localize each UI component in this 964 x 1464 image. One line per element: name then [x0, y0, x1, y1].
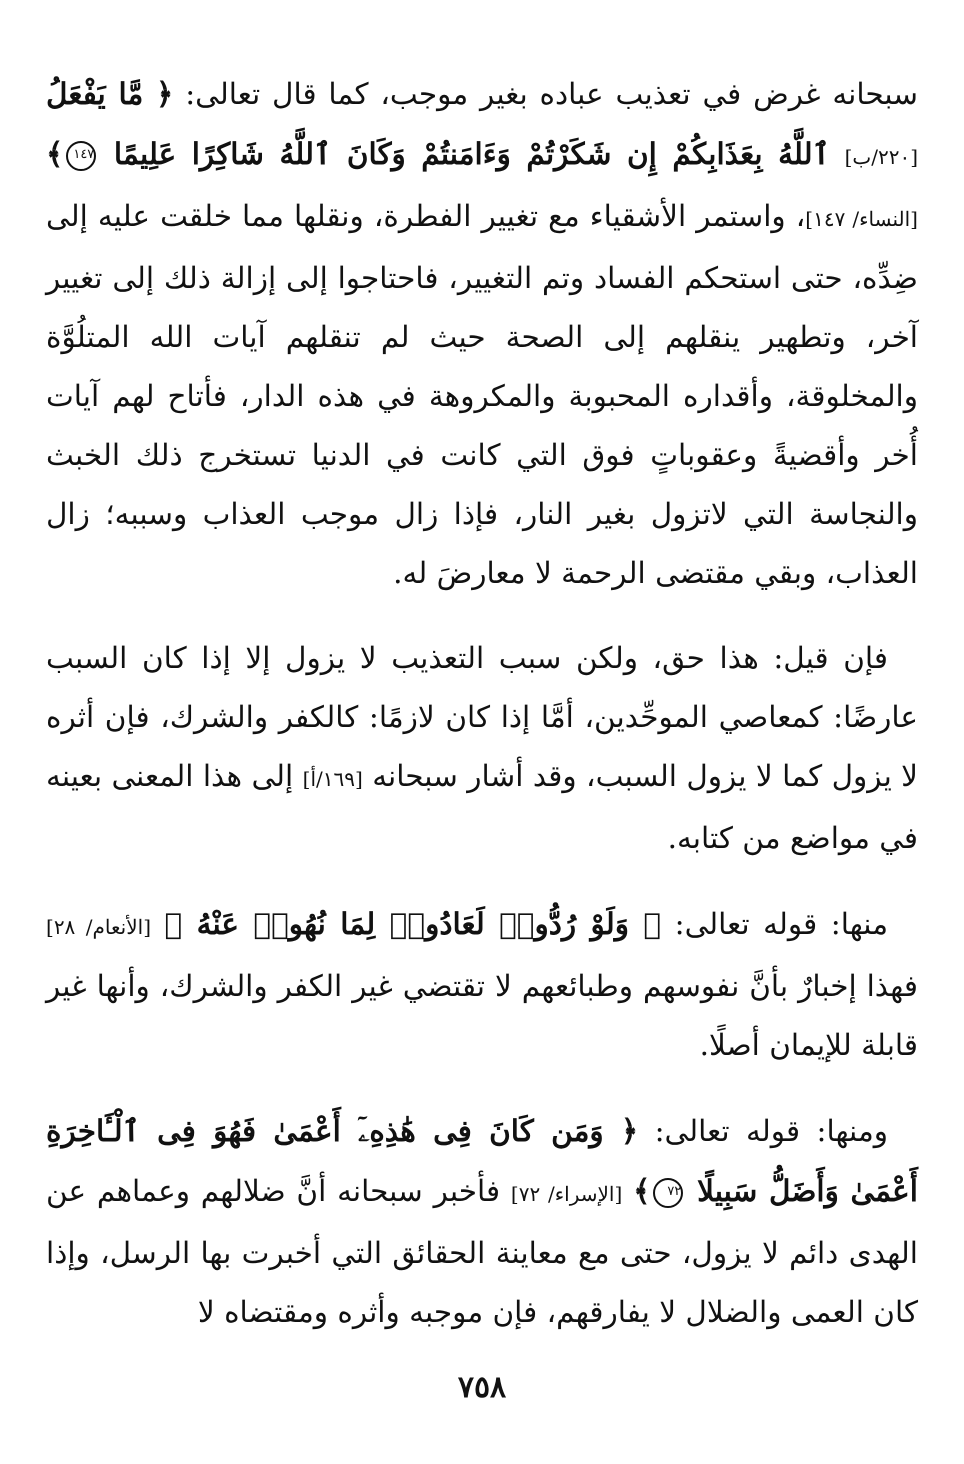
paragraph-2-text-b: إلى هذا المعنى بعينه في مواضع من كتابه.	[46, 759, 918, 855]
page-body	[46, 64, 918, 1342]
quran-verse-close-bracket: ﴾	[633, 1173, 651, 1208]
quran-verse-anam: ﴿ وَلَوْ رُدُّوا۟ لَعَادُوا۟ لِمَا نُهُوا۟ عَنْهُ ﴾	[164, 906, 662, 941]
surah-reference: [النساء/ ١٤٧]	[805, 207, 918, 231]
quran-verse-nisa-part-1: ﴿ مَّا يَفْعَلُ	[46, 76, 174, 111]
quran-verse-nisa-part-2: ٱللَّهُ بِعَذَابِكُمْ إِن شَكَرْتُمْ وَءَامَنتُمْ وَكَانَ ٱللَّهُ شَاكِرًا عَلِيمًا	[113, 136, 830, 171]
paragraph-3	[46, 894, 918, 1075]
manuscript-folio-ref: [٢٢٠/ب]	[844, 145, 918, 169]
ayah-number-marker: ١٤٧	[66, 141, 96, 171]
quran-verse-close-bracket: ﴾	[46, 136, 64, 171]
manuscript-folio-ref: [١٦٩/أ]	[302, 767, 363, 791]
paragraph-1	[46, 64, 918, 603]
paragraph-3-text-b: فهذا إخبارٌ بأنَّ نفوسهم وطبائعهم لا تقتضي غير الكفر والشرك، وأنها غير قابلة للإيمان أصلًا.	[46, 969, 918, 1062]
paragraph-1-text-b: ، واستمر الأشقياء مع تغيير الفطرة، ونقلها مما خلقت عليه إلى ضِدِّه، حتى استحكم الفساد وتم التغيير، فاحتاجوا إلى إزالة ذلك إلى تغيير آخر، وتطهير ينقلهم إلى الصحة حيث لم تنقلهم آيات الله المتلُوَّة والمخلوقة، وأقداره المحبوبة والمكروهة في هذه الدار، فأتاح لهم آيات أُخر وأقضيةً وعقوباتٍ فوق التي كانت في الدنيا تستخرج ذلك الخبث والنجاسة التي لاتزول بغير النار، فإذا زال موجب العذاب وسببه؛ زال العذاب، وبقي مقتضى الرحمة لا معارضَ له.	[46, 199, 919, 590]
paragraph-2	[46, 629, 918, 868]
paragraph-2-text-a: فإن قيل: هذا حق، ولكن سبب التعذيب لا يزول إلا إذا كان السبب عارضًا: كمعاصي الموحِّدين، أمَّا إذا كان لازمًا: كالكفر والشرك، فإن أثره لا يزول كما لا يزول السبب، وقد أشار سبحانه	[46, 641, 919, 793]
paragraph-4	[46, 1101, 918, 1342]
surah-reference: [الإسراء/ ٧٢]	[510, 1182, 623, 1206]
paragraph-1-text-a: سبحانه غرض في تعذيب عباده بغير موجب، كما قال تعالى:	[173, 77, 918, 111]
paragraph-3-text-a: منها: قوله تعالى:	[661, 907, 888, 941]
ayah-number-marker: ٧٢	[653, 1178, 683, 1208]
paragraph-4-text-b: فأخبر سبحانه أنَّ ضلالهم وعماهم عن الهدى دائم لا يزول، حتى مع معاينة الحقائق التي أخبرت بها الرسل، وإذا كان العمى والضلال لا يفارقهم، فإن موجبه وأثره ومقتضاه لا	[46, 1174, 918, 1329]
surah-reference: [الأنعام/ ٢٨]	[46, 915, 151, 939]
quran-verse-isra: ﴿ وَمَن كَانَ فِى هَٰذِهِۦٓ أَعْمَىٰ فَهُوَ فِى ٱلْـَٔاخِرَةِ أَعْمَىٰ وَأَضَلُّ سَبِيلًا	[46, 1113, 918, 1208]
paragraph-4-text-a: ومنها: قوله تعالى:	[638, 1114, 888, 1148]
page-number: ٧٥٨	[457, 1370, 507, 1405]
